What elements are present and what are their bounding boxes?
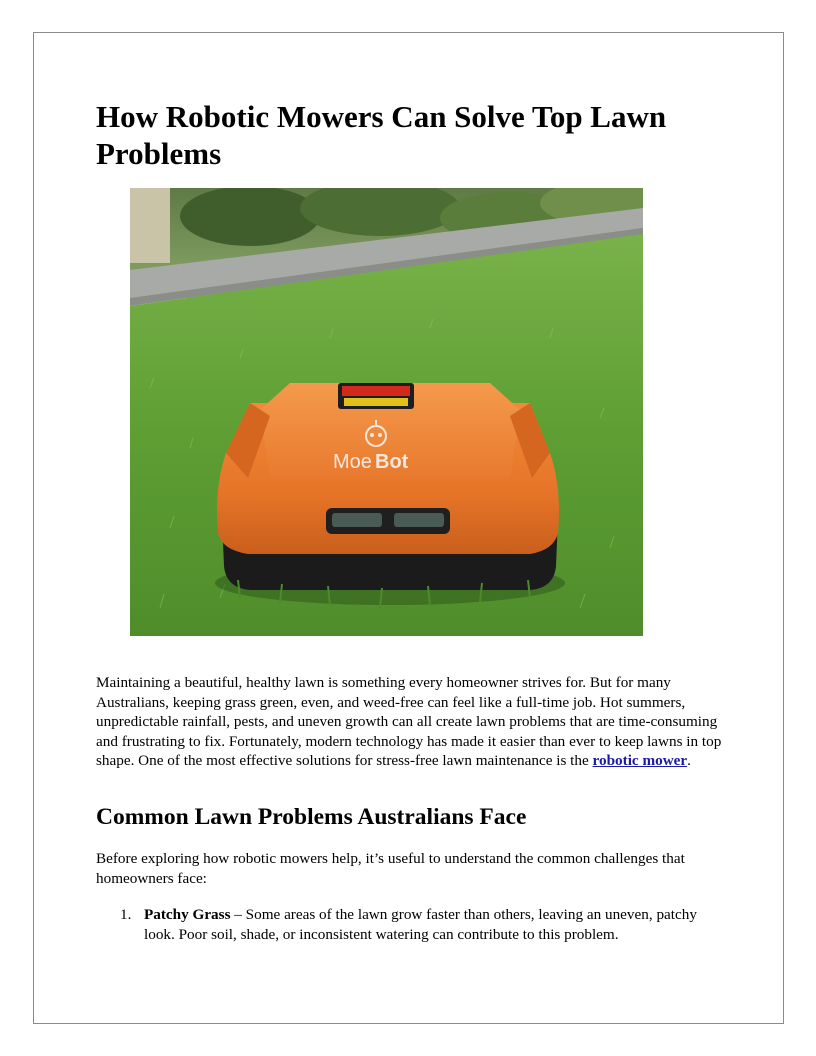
section-intro: Before exploring how robotic mowers help, it’s useful to understand the common challenges that homeowners face: — [96, 850, 685, 887]
intro-paragraph — [96, 673, 726, 771]
article-header — [96, 98, 726, 172]
robotic-mower-photo — [130, 188, 643, 636]
intro-paragraph-text — [96, 673, 726, 771]
section-heading: Common Lawn Problems Australians Face — [96, 804, 527, 830]
logo-text-bold: Bot — [375, 451, 409, 473]
list-description: – Some areas of the lawn grow faster than others, leaving an uneven, patchy look. Poor soil, shade, or inconsistent watering can contribute to this problem. — [144, 906, 697, 943]
logo-text-light: Moe — [333, 451, 372, 473]
list-term: Patchy Grass — [144, 906, 231, 923]
intro-text: Maintaining a beautiful, healthy lawn is something every homeowner strives for. But for many Australians, keeping grass green, even, and weed-free can feel like a full-time job. Hot summers, unpredictable rainfall, pests, and uneven growth can all create lawn problems that are time-consuming and frustrating to fix. Fortunately, modern technology has made it easier than ever to keep lawns in top shape. One of the most effective solutions for stress-free lawn maintenance is the — [96, 674, 722, 770]
intro-text-end: . — [687, 752, 691, 770]
list-item — [96, 905, 726, 944]
robotic-mower-link[interactable]: robotic mower — [592, 752, 688, 770]
problems-list — [96, 905, 726, 944]
article-title: How Robotic Mowers Can Solve Top Lawn Problems — [96, 99, 667, 171]
list-number: 1. — [120, 906, 132, 923]
